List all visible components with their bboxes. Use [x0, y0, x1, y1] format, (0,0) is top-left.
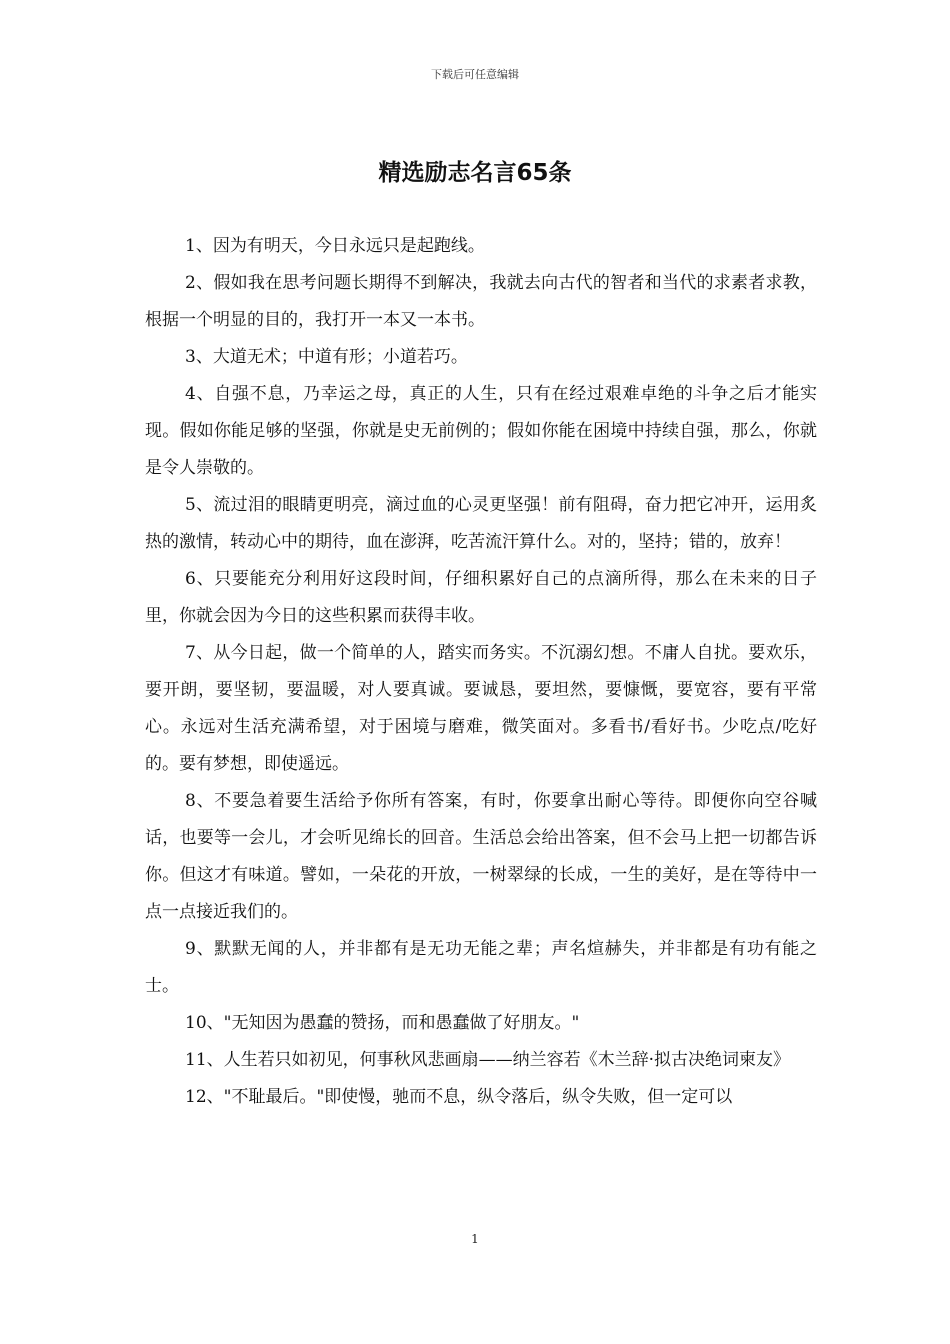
quote-paragraph: 6、只要能充分利用好这段时间，仔细积累好自己的点滴所得，那么在未来的日子里，你就会因为今日的这些积累而获得丰收。 — [145, 569, 817, 626]
header-note: 下载后可任意编辑 — [431, 68, 519, 81]
document-body — [145, 228, 817, 1116]
quote-paragraph: 12、"不耻最后。"即使慢，驰而不息，纵令落后，纵令失败，但一定可以 — [185, 1087, 733, 1107]
quote-paragraph: 9、默默无闻的人，并非都有是无功无能之辈；声名煊赫失，并非都是有功有能之士。 — [145, 939, 817, 996]
quote-paragraph: 1、因为有明天，今日永远只是起跑线。 — [185, 236, 485, 256]
quote-paragraph: 11、人生若只如初见，何事秋风悲画扇——纳兰容若《木兰辞·拟古决绝词柬友》 — [185, 1050, 791, 1070]
quote-paragraph: 5、流过泪的眼睛更明亮，滴过血的心灵更坚强！前有阻碍，奋力把它冲开，运用炙热的激情，转动心中的期待，血在澎湃，吃苦流汗算什么。对的，坚持；错的，放弃！ — [145, 495, 817, 552]
quote-paragraph: 3、大道无术；中道有形；小道若巧。 — [185, 347, 468, 367]
quote-paragraph: 2、假如我在思考问题长期得不到解决，我就去向古代的智者和当代的求素者求教，根据一个明显的目的，我打开一本又一本书。 — [145, 273, 817, 330]
document-title: 精选励志名言65条 — [378, 160, 572, 186]
page-number: 1 — [471, 1232, 479, 1246]
quote-paragraph: 4、自强不息，乃幸运之母，真正的人生，只有在经过艰难卓绝的斗争之后才能实现。假如你能足够的坚强，你就是史无前例的；假如你能在困境中持续自强，那么，你就是令人崇敬的。 — [145, 384, 817, 478]
quote-paragraph: 10、"无知因为愚蠢的赞扬，而和愚蠢做了好朋友。" — [185, 1013, 580, 1033]
quote-paragraph: 7、从今日起，做一个简单的人，踏实而务实。不沉溺幻想。不庸人自扰。要欢乐，要开朗，要坚韧，要温暖，对人要真诚。要诚恳，要坦然，要慷慨，要宽容，要有平常心。永远对生活充满希望，对于困境与磨难，微笑面对。多看书/看好书。少吃点/吃好的。要有梦想，即使遥远。 — [145, 643, 817, 774]
quote-paragraph: 8、不要急着要生活给予你所有答案，有时，你要拿出耐心等待。即便你向空谷喊话，也要等一会儿，才会听见绵长的回音。生活总会给出答案，但不会马上把一切都告诉你。但这才有味道。譬如，一朵花的开放，一树翠绿的长成，一生的美好，是在等待中一点一点接近我们的。 — [145, 791, 817, 922]
